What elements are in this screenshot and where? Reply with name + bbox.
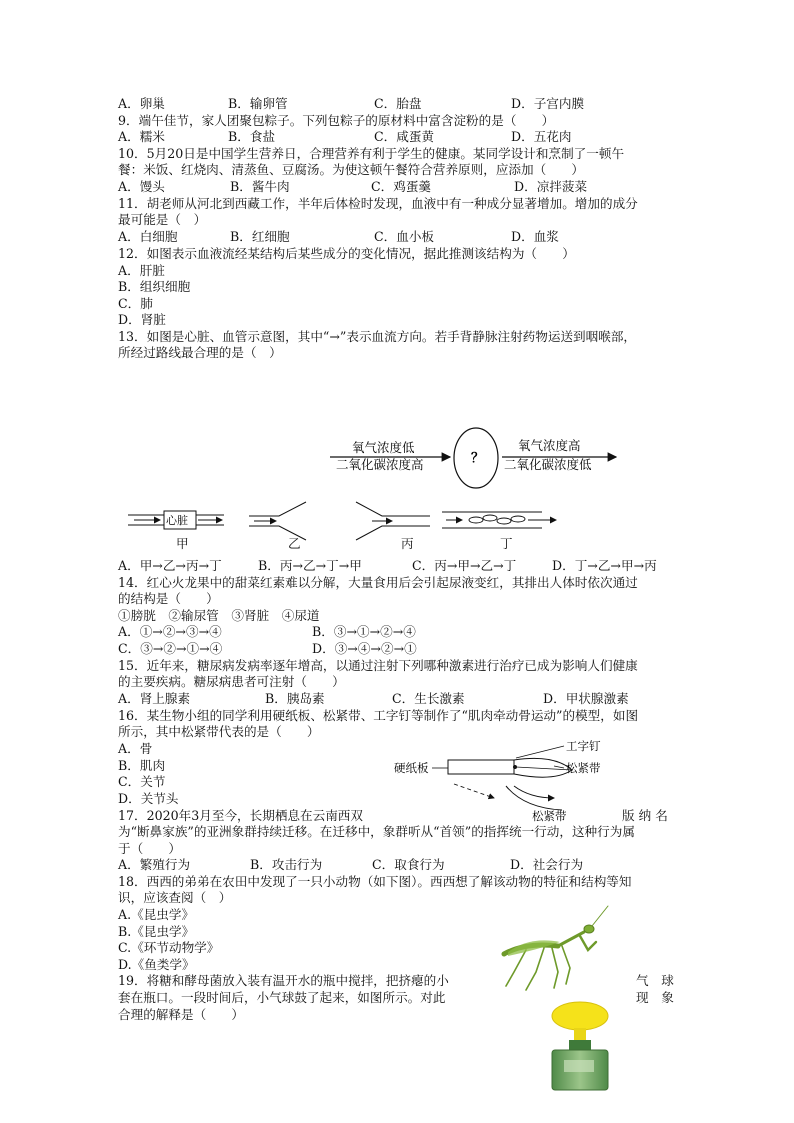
motion-arrow: [514, 786, 554, 798]
q17-line2: 为“断鼻家族”的亚洲象群持续迁移。在迁移中，象群听从“首领”的指挥统一行动，这种行为属: [118, 824, 635, 839]
option-c: C．丙→甲→乙→丁: [412, 558, 517, 573]
q16-option-d: D．关节头: [118, 791, 179, 806]
heart-label: 心脏: [166, 515, 188, 527]
mantis-head: [584, 925, 594, 933]
mantis-leg-1: [526, 948, 544, 990]
q14-items: ①膀胱 ②输尿管 ③肾脏 ④尿道: [118, 608, 320, 623]
option-b: B．攻击行为: [250, 857, 323, 872]
option-a: A．繁殖行为: [118, 857, 191, 872]
option-b: B．胰岛素: [265, 691, 325, 706]
band-label: 松紧带: [566, 763, 601, 775]
mantis-leg-2: [552, 948, 558, 988]
band-label-2: 松紧带: [532, 811, 567, 822]
q16-line1: 16．某生物小组的同学利用硬纸板、松紧带、工字钉等制作了“肌肉牵动骨运动”的模型，如图: [118, 708, 639, 723]
option-a: A．馒头: [118, 179, 165, 194]
q13-line1: 13．如图是心脏、血管示意图，其中“→”表示血流方向。若手背静脉注射药物运送到咽喉部，: [118, 329, 637, 344]
q17-line1a: 17．2020年3月至今，长期栖息在云南西双: [118, 808, 363, 823]
option-b: B．输卵管: [228, 96, 288, 111]
q19-line1b: 气 球: [636, 973, 674, 988]
balloon-bottle-image: [544, 1000, 616, 1092]
q13-line2: 所经过路线最合理的是（ ）: [118, 345, 282, 360]
option-c: C．生长激素: [392, 691, 465, 706]
q11-line1: 11．胡老师从河北到西藏工作，半年后体检时发现，血液中有一种成分显著增加。增加的成分: [118, 196, 638, 211]
q18-line2: 识，应该查阅（ ）: [118, 890, 232, 905]
option-d: D．血浆: [511, 229, 559, 244]
q12-option-b: B．组织细胞: [118, 279, 191, 294]
board-label: 硬纸板: [394, 763, 429, 775]
option-d: D．甲状腺激素: [543, 691, 629, 706]
option-c: C．取食行为: [372, 857, 445, 872]
q9-stem: 9．端午佳节，家人团聚包粽子。下列包粽子的原材料中富含淀粉的是（ ）: [118, 113, 555, 128]
option-b: B．③→①→②→④: [312, 624, 416, 639]
q18-option-c: C.《环节动物学》: [118, 940, 220, 955]
q16-option-a: A．骨: [118, 741, 153, 756]
heart-figure: [128, 511, 224, 529]
label-yi: 乙: [288, 536, 301, 551]
q17-line1b: 版 纳 名: [622, 808, 668, 823]
q19-line1a: 19．将糖和酵母菌放入装有温开水的瓶中搅拌，把挤瘪的小: [118, 973, 449, 988]
q19-line2b: 现 象: [636, 990, 674, 1005]
lower-board-edge: [516, 767, 572, 770]
q18-line1: 18．西西的弟弟在农田中发现了一只小动物（如下图）。西西想了解该动物的特征和结构等知: [118, 874, 632, 889]
q10-line2: 餐：米饭、红烧肉、清蒸鱼、豆腐汤。为使这顿午餐符合营养原则，应添加（ ）: [118, 162, 584, 177]
q12-option-a: A．肝脏: [118, 263, 165, 278]
q12-option-d: D．肾脏: [118, 312, 166, 327]
left-bottom-label: 二氧化碳浓度高: [336, 458, 424, 472]
q16-option-c: C．关节: [118, 774, 166, 789]
q10-line1: 10．5月20日是中国学生营养日，合理营养有利于学生的健康。某同学设计和烹制了一顿午: [118, 146, 625, 161]
band-pointer: [554, 766, 564, 768]
q13-vessel-diagram: [124, 498, 564, 554]
pin-label: 工字钉: [566, 741, 601, 753]
vessel-ding: [442, 512, 556, 528]
option-c: C．血小板: [374, 229, 435, 244]
vessel-bing: [356, 502, 430, 540]
q18-option-a: A.《昆虫学》: [118, 907, 195, 922]
pin-pointer: [516, 746, 564, 758]
option-b: B．食盐: [228, 129, 276, 144]
q15-line1: 15．近年来，糖尿病发病率逐年增高，以通过注射下列哪种激素进行治疗已成为影响人们健康: [118, 658, 638, 673]
option-d: D．五花肉: [511, 129, 572, 144]
option-d: D．社会行为: [510, 857, 584, 872]
question-mark: ？: [471, 450, 485, 465]
mantis-thorax: [558, 932, 584, 946]
q16-option-b: B．肌肉: [118, 758, 166, 773]
q12-stem: 12．如图表示血液流经某结构后某些成分的变化情况，据此推测该结构为（ ）: [118, 246, 575, 261]
q14-line1: 14．红心火龙果中的甜菜红素难以分解，大量食用后会引起尿液变红，其排出人体时依次通过: [118, 575, 638, 590]
mantis-foreleg: [580, 936, 596, 950]
q19-line3: 合理的解释是（ ）: [118, 1007, 244, 1022]
bottle-neck: [569, 1040, 591, 1050]
option-a: A．白细胞: [118, 229, 178, 244]
option-a: A．甲→乙→丙→丁: [118, 558, 222, 573]
label-ding: 丁: [500, 536, 513, 551]
balloon: [552, 1002, 608, 1030]
vessel-yi: [249, 502, 306, 540]
option-a: A．①→②→③→④: [118, 624, 222, 639]
option-c: C．③→②→①→④: [118, 641, 223, 656]
label-jia: 甲: [176, 536, 189, 551]
q18-option-d: D.《鱼类学》: [118, 957, 195, 972]
left-top-label: 氧气浓度低: [352, 441, 415, 455]
mantis-image: [496, 902, 614, 994]
q16-line2: 所示，其中松紧带代表的是（ ）: [118, 724, 320, 739]
option-d: D．子宫内膜: [511, 96, 585, 111]
q19-line2a: 套在瓶口。一段时间后，小气球鼓了起来，如图所示。对此: [118, 990, 446, 1005]
motion-arrow-dashed: [454, 784, 494, 798]
cardboard-rect: [448, 760, 514, 774]
q12-option-c: C．肺: [118, 296, 153, 311]
q15-line2: 的主要疾病。糖尿病患者可注射（ ）: [118, 674, 345, 689]
option-b: B．丙→乙→丁→甲: [258, 558, 362, 573]
mantis-antenna: [592, 906, 608, 926]
option-c: C．鸡蛋羹: [371, 179, 432, 194]
right-top-label: 氧气浓度高: [518, 439, 581, 453]
option-d: D．丁→乙→甲→丙: [552, 558, 657, 573]
option-c: C．胎盘: [374, 96, 422, 111]
bottle-label: [564, 1060, 594, 1072]
option-a: A．糯米: [118, 129, 165, 144]
option-a: A．卵巢: [118, 96, 165, 111]
option-d: D．凉拌菠菜: [514, 179, 588, 194]
q12-flow-diagram: [330, 422, 620, 490]
q18-option-b: B.《昆虫学》: [118, 924, 195, 939]
q11-line2: 最可能是（ ）: [118, 212, 207, 227]
option-c: C．咸蛋黄: [374, 129, 435, 144]
mantis-leg-4: [562, 946, 570, 984]
right-bottom-label: 二氧化碳浓度低: [504, 458, 592, 472]
option-a: A．肾上腺素: [118, 691, 191, 706]
option-b: B．红细胞: [230, 229, 290, 244]
label-bing: 丙: [401, 536, 414, 551]
balloon-neck: [574, 1028, 586, 1040]
q17-line3: 于（ ）: [118, 841, 181, 856]
q14-line2: 的结构是（ ）: [118, 591, 219, 606]
option-d: D．③→④→②→①: [312, 641, 417, 656]
option-b: B．酱牛肉: [230, 179, 290, 194]
muscle-model-diagram: [394, 736, 634, 822]
